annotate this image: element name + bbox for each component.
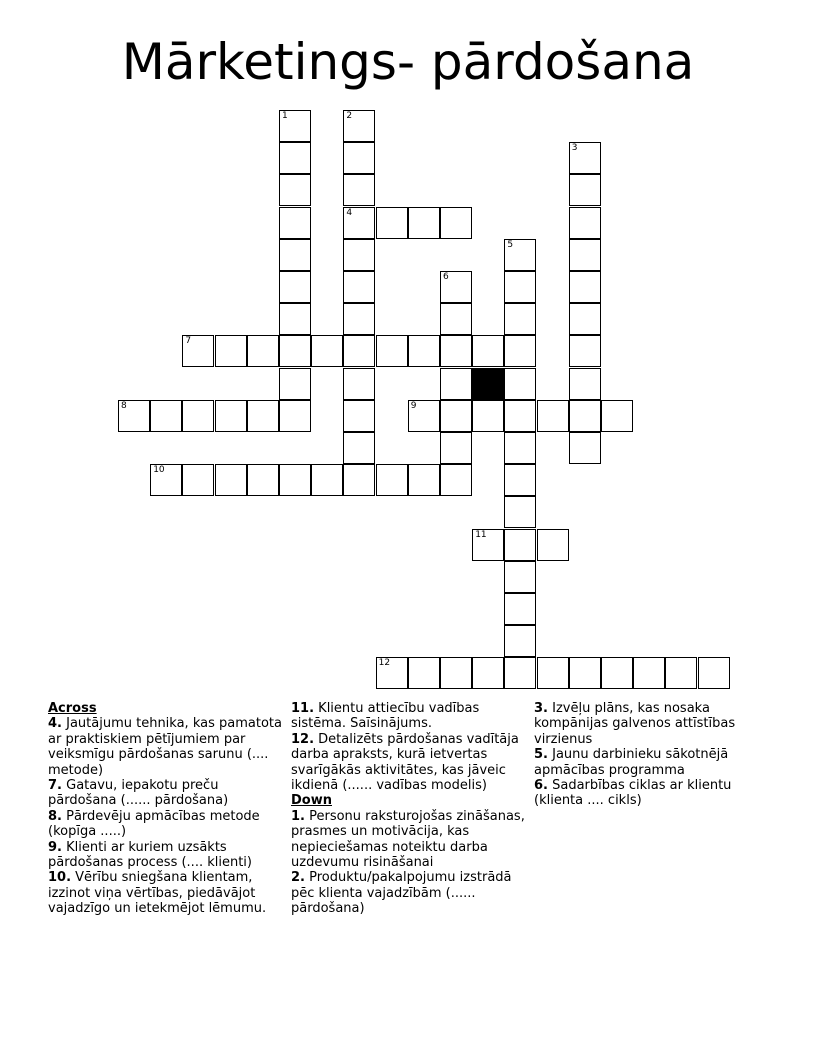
crossword-cell[interactable] [440,207,472,239]
crossword-cell[interactable] [537,657,569,689]
crossword-cell[interactable] [343,142,375,174]
clue-item-text: Jautājumu tehnika, kas pamatota ar praktiskiem pētījumiem par veiksmīgu pārdošanas sarunu (.... metode) [48,716,282,778]
crossword-cell[interactable] [504,368,536,400]
crossword-cell[interactable] [376,464,408,496]
clue-item-number: 12. [291,731,315,747]
clues-column-2 [291,701,527,917]
clue-item [291,809,527,871]
crossword-cell[interactable] [279,368,311,400]
clue-number: 8 [121,400,127,411]
crossword-cell[interactable] [408,657,440,689]
clue-number: 10 [153,465,165,476]
crossword-cell[interactable] [504,625,536,657]
crossword-cell[interactable] [504,464,536,496]
clue-item [291,870,527,916]
across-clue-list [48,716,284,916]
clue-item [534,701,770,747]
crossword-cell[interactable] [182,400,214,432]
crossword-cell[interactable] [343,335,375,367]
clue-number: 2 [346,111,353,121]
crossword-cell[interactable] [408,464,440,496]
clue-item [48,809,284,840]
clue-item-text: Produktu/pakalpojumu izstrādā pēc klienta vajadzībām (...... pārdošana) [291,870,512,917]
clue-item-number: 4. [48,716,62,732]
crossword-cell[interactable] [182,335,214,367]
crossword-cell[interactable] [279,142,311,174]
crossword-cell[interactable] [440,464,472,496]
crossword-cell[interactable] [150,464,182,496]
clue-item-text: Personu raksturojošas zināšanas, prasmes un motivācija, kas nepieciešamas noteiktu darba uzdevumu risināšanai [291,808,525,871]
crossword-cell[interactable] [601,400,633,432]
clue-item-text: Detalizēts pārdošanas vadītāja darba apraksts, kurā ietvertas svarīgākās aktivitātes, kas jāveic ikdienā (...... vadības modelis) [291,731,519,794]
crossword-cell[interactable] [279,239,311,271]
crossword-cell[interactable] [247,400,279,432]
crossword-cell[interactable] [343,432,375,464]
down-heading: Down [291,793,332,809]
crossword-cell[interactable] [504,496,536,528]
crossword-cell[interactable] [472,529,504,561]
crossword-cell[interactable] [408,400,440,432]
clue-number: 6 [443,272,449,282]
crossword-cell[interactable] [343,239,375,271]
crossword-cell[interactable] [279,303,311,335]
crossword-cell[interactable] [440,400,472,432]
clues-column-1 [48,701,284,917]
clue-item-text: Vērību sniegšana klientam, izzinot viņa vērtības, piedāvājot vajadzīgo un ietekmējot lēmumu. [48,870,267,917]
crossword-cell[interactable] [279,271,311,303]
crossword-cell[interactable] [311,335,343,367]
clue-item-number: 3. [534,701,548,716]
crossword-cell[interactable] [150,400,182,432]
clue-item [291,732,527,794]
page-title: Mārketings- pārdošana [121,33,695,91]
crossword-cell[interactable] [408,207,440,239]
clue-number: 9 [410,400,417,411]
crossword-cell[interactable] [118,400,150,432]
crossword-cell[interactable] [279,464,311,496]
crossword-cell[interactable] [633,657,665,689]
crossword-cell[interactable] [440,303,472,335]
crossword-cell[interactable] [537,529,569,561]
crossword-cell[interactable] [376,657,408,689]
crossword-cell[interactable] [569,400,601,432]
crossword-cell[interactable] [343,400,375,432]
crossword-cell[interactable] [569,207,601,239]
crossword-cell[interactable] [279,400,311,432]
crossword-cell[interactable] [504,657,536,689]
clue-item [48,778,284,809]
clue-item-number: 11. [291,701,315,716]
crossword-cell[interactable] [440,368,472,400]
crossword-cell[interactable] [569,239,601,271]
crossword-cell[interactable] [279,110,311,142]
crossword-cell[interactable] [601,657,633,689]
clue-item [48,840,284,871]
crossword-cell[interactable] [279,207,311,239]
crossword-cell[interactable] [440,432,472,464]
crossword-cell[interactable] [569,368,601,400]
crossword-cell[interactable] [504,529,536,561]
crossword-cell[interactable] [665,657,697,689]
crossword-cell[interactable] [343,271,375,303]
clue-number: 12 [378,658,391,669]
crossword-cell[interactable] [343,110,375,142]
clue-item-text: Klientu attiecību vadības sistēma. Saīsinājums. [291,701,480,732]
down-clue-list [291,809,527,917]
crossword-cell[interactable] [440,335,472,367]
crossword-cell[interactable] [569,174,601,206]
clue-number: 3 [571,143,578,154]
crossword-cell[interactable] [537,400,569,432]
down-clue-list-continued [534,701,770,809]
clue-item-text: Gatavu, iepakotu preču pārdošana (...... pārdošana) [48,778,229,809]
clue-item-number: 10. [48,870,72,886]
clue-item-number: 1. [291,808,305,824]
clue-number: 1 [282,111,288,121]
crossword-cell[interactable] [343,174,375,206]
crossword-cell[interactable] [504,432,536,464]
crossword-cell[interactable] [343,207,375,239]
crossword-cell[interactable] [376,207,408,239]
clue-item [534,747,770,778]
crossword-cell[interactable] [569,271,601,303]
crossword-cell[interactable] [504,593,536,625]
crossword-cell[interactable] [279,335,311,367]
crossword-cell[interactable] [569,335,601,367]
crossword-cell[interactable] [472,400,504,432]
crossword-cell[interactable] [504,303,536,335]
clue-item-text: Jaunu darbinieku sākotnējā apmācības programma [534,747,729,778]
clue-item-number: 7. [48,778,62,794]
crossword-cell[interactable] [569,657,601,689]
crossword-cell[interactable] [215,464,247,496]
crossword-cell[interactable] [504,271,536,303]
crossword-cell[interactable] [569,303,601,335]
crossword-cell[interactable] [215,400,247,432]
black-cell [472,368,504,400]
crossword-cell[interactable] [472,657,504,689]
crossword-cell[interactable] [569,432,601,464]
clue-number: 7 [185,336,192,347]
crossword-cell[interactable] [504,239,536,271]
crossword-cell[interactable] [504,400,536,432]
clue-item-text: Sadarbības ciklas ar klientu (klienta .... cikls) [534,778,732,809]
clue-number: 5 [507,239,514,250]
across-heading: Across [48,701,97,716]
crossword-cell[interactable] [504,335,536,367]
crossword-cell[interactable] [343,368,375,400]
crossword-cell[interactable] [182,464,214,496]
crossword-cell[interactable] [247,464,279,496]
clue-item-text: Pārdevēju apmācības metode (kopīga .....) [48,808,260,840]
crossword-cell[interactable] [472,335,504,367]
crossword-cell[interactable] [408,335,440,367]
clue-item-number: 9. [48,839,62,855]
clue-item [534,778,770,809]
crossword-cell[interactable] [504,561,536,593]
clues-column-3 [534,701,770,809]
clue-number: 11 [475,529,487,540]
crossword-cell[interactable] [440,657,472,689]
crossword-cell[interactable] [376,335,408,367]
clue-item-number: 5. [534,747,548,763]
clue-item-number: 2. [291,870,305,886]
across-clue-list-continued [291,701,527,793]
crossword-cell[interactable] [215,335,247,367]
crossword-cell[interactable] [343,303,375,335]
clue-item [48,870,284,916]
crossword-cell[interactable] [569,142,601,174]
clue-item-number: 6. [534,778,548,794]
clue-item [291,701,527,732]
clue-item-text: Klienti ar kuriem uzsākts pārdošanas process (.... klienti) [48,839,252,871]
clue-item-text: Izvēļu plāns, kas nosaka kompānijas galvenos attīstības virzienus [534,701,736,747]
clue-item [48,716,284,778]
crossword-cell[interactable] [311,464,343,496]
crossword-cell[interactable] [279,174,311,206]
crossword-cell[interactable] [247,335,279,367]
crossword-cell[interactable] [698,657,730,689]
crossword-cell[interactable] [343,464,375,496]
clue-number: 4 [346,207,353,218]
crossword-cell[interactable] [440,271,472,303]
clue-item-number: 8. [48,808,62,824]
